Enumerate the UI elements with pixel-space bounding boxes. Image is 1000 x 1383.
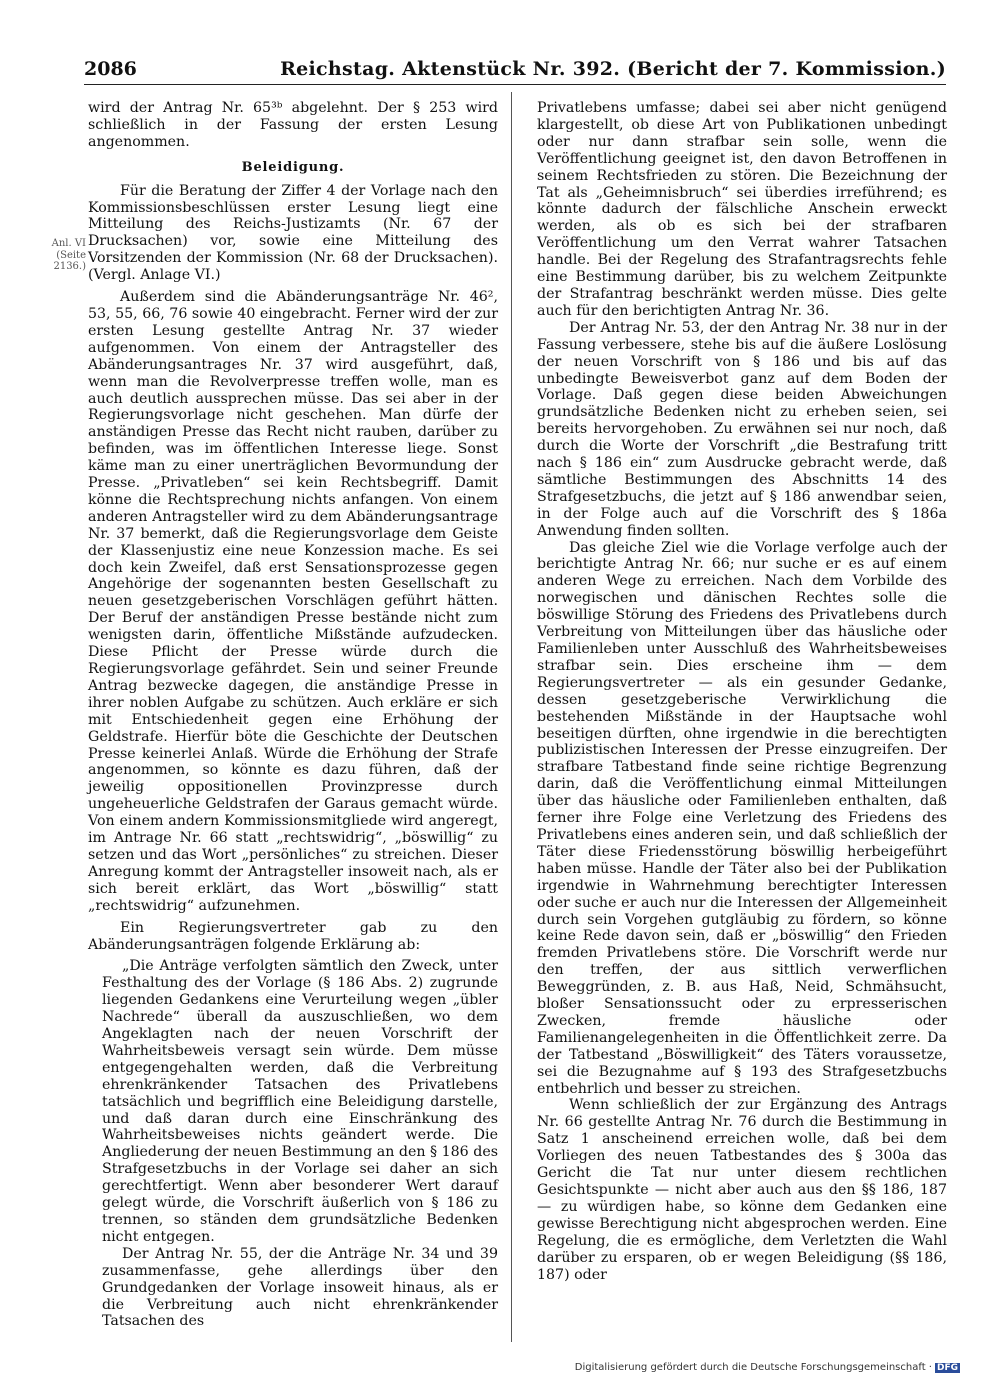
- dfg-logo: DFG: [936, 1363, 958, 1373]
- paragraph: Der Antrag Nr. 53, der den Antrag Nr. 38 nur in der Fassung verbessere, stehe bis auf die äußere Loslösung der neuen Vorschrift von § 186 und bis auf das unbedingte Beweisverbot ganz auf dem Boden der Vorlage. Daß gegen diese beiden Abweichungen grundsätzliche Bedenken nicht zu erheben seien, sei bereits hervorgehoben. Zu erwähnen sei nur noch, daß durch die Worte der Vorschrift „die Bestrafung tritt nach § 186 ein“ zum Ausdrucke gebracht werde, daß sämtliche Bestimmungen des Abschnitts 14 des Strafgesetzbuchs, die jetzt auf § 186 anwendbar seien, in der Folge auch auf die Vorschrift des § 186a Anwendung finden sollten.: [537, 319, 947, 539]
- left-column: [88, 100, 498, 1330]
- footer-credit: [575, 1362, 960, 1373]
- section-heading: Beleidigung.: [241, 159, 345, 175]
- right-column: [537, 100, 947, 1283]
- paragraph: Ein Regierungsvertreter gab zu den Abänderungsanträgen folgende Erklärung ab:: [88, 919, 498, 953]
- quoted-statement: „Die Anträge verfolgten sämtlich den Zweck, unter Festhaltung des der Vorlage (§ 186 Abs. 2) zugrunde liegenden Gedankens eine Verurteilung wegen „übler Nachrede“ überall da auszuschließen, wo dem Angeklagten nach der neuen Vorschrift der Wahrheitsbeweis versagt sein würde. Dem müsse entgegengehalten werden, daß die Verbreitung ehrenkränkender Tatsachen des Privatlebens tatsächlich und begrifflich eine Beleidigung darstelle, und daß daran durch eine Einschränkung des Wahrheitsbeweises nichts geändert werde. Die Angliederung der neuen Bestimmung an den § 186 des Strafgesetzbuchs in der Vorlage sei daher an sich gerechtfertigt. Wenn aber besonderer Wert darauf gelegt würde, die Vorschrift äußerlich von § 186 zu trennen, so ständen dem grundsätzliche Bedenken nicht entgegen.: [102, 958, 498, 1245]
- footer-text: Digitalisierung gefördert durch die Deutsche Forschungsgemeinschaft ·: [574, 1362, 932, 1373]
- paragraph: wird der Antrag Nr. 65³ᵇ abgelehnt. Der § 253 wird schließlich in der Fassung der ersten Lesung angenommen.: [88, 100, 498, 150]
- paragraph: Das gleiche Ziel wie die Vorlage verfolge auch der berichtigte Antrag Nr. 66; nur suche er es auf einem anderen Wege zu erreichen. Nach dem Vorbilde des norwegischen und dänischen Rechtes solle die böswillige Störung des Friedens des Privatlebens durch Verbreitung von Mitteilungen über das häusliche oder Familienleben unter Ausschluß des Wahrheitsbeweises strafbar sein. Dies erscheine ihm — dem Regierungsvertreter — als ein gesunder Gedanke, dessen gesetzgeberische Verwirklichung die bestehenden Mißstände in der Hauptsache wohl beseitigen dürften, ohne irgendwie in die berechtigten publizistischen Interessen der Presse einzugreifen. Der strafbare Tatbestand finde seine richtige Begrenzung darin, daß die Veröffentlichung einmal Mitteilungen über das häusliche oder Familienleben enthalten, daß ferner ihre Folge eine Verletzung des Friedens des Privatlebens eines anderen sein, und daß schließlich der Täter diese Friedensstörung böswillig herbeigeführt haben müsse. Handle der Täter also bei der Publikation irgendwie in Wahrnehmung berechtigter Interessen oder suche er auch nur die Interessen der Allgemeinheit durch sein Vorgehen gutgläubig zu fördern, so könne keine Rede davon sein, daß er „böswillig“ den Frieden fremden Privatlebens störe. Die Vorschrift werde nur den treffen, der aus sittlich verwerflichen Beweggründen, z. B. aus Haß, Neid, Schmähsucht, bloßer Sensationssucht oder zu erpresserischen Zwecken, fremde häusliche oder Familienangelegenheiten in die Öffentlichkeit zerre. Da der Tatbestand „Böswilligkeit“ des Täters voraussetze, sei die Bezugnahme auf § 193 des Strafgesetzbuchs entbehrlich und besser zu streichen.: [537, 539, 947, 1097]
- margin-note-line: 2136.): [53, 261, 86, 272]
- running-title: Reichstag. Aktenstück Nr. 392. (Bericht der 7. Kommission.): [280, 58, 946, 80]
- margin-note: [26, 238, 86, 273]
- paragraph: Privatlebens umfasse; dabei sei aber nicht genügend klargestellt, ob diese Art von Publikationen unbedingt oder nur dann strafbar sein solle, wenn die Veröffentlichung geeignet ist, den davon Betroffenen in seinem Rechtsfrieden zu stören. Die Bezeichnung der Tat als „Geheimnisbruch“ sei überdies irreführend; es könnte dadurch der fälschliche Anschein erweckt werden, als ob es sich bei der strafbaren Veröffentlichung um den Verrat wahrer Tatsachen handle. Bei der Regelung des Strafantragsrechts fehle eine Bestimmung darüber, bis zu welchem Zeitpunkte der Strafantrag beschränkt werden müsse. Dies gelte auch für den berichtigten Antrag Nr. 36.: [537, 100, 947, 319]
- page-header: [84, 58, 946, 82]
- margin-note-line: Anl. VI: [51, 238, 86, 249]
- header-rule: [84, 84, 946, 85]
- paragraph: Außerdem sind die Abänderungsanträge Nr. 46², 53, 55, 66, 76 sowie 40 eingebracht. Ferner wird der zur ersten Lesung gestellte Antrag Nr. 37 wieder aufgenommen. Von einem der Antragsteller des Abänderungsantrages Nr. 37 wird ausgeführt, daß, wenn man die Revolverpresse treffen wolle, man es auch deutlich aussprechen müsse. Das sei aber in der Regierungsvorlage nicht geschehen. Man dürfe der anständigen Presse das Recht nicht rauben, darüber zu befinden, was im öffentlichen Interesse liege. Sonst käme man zu einer unerträglichen Bevormundung der Presse. „Privatleben“ sei kein Rechtsbegriff. Damit könne die Rechtsprechung nichts anfangen. Von einem anderen Antragsteller wird zu dem Abänderungsantrage Nr. 37 bemerkt, daß die Regierungsvorlage dem Geiste der Klassenjustiz eine neue Konzession mache. Es sei doch kein Zweifel, daß erst Sensationsprozesse gegen Angehörige der sogenannten besten Gesellschaft zu neuen gesetzgeberischen Vorschlägen geführt hätten. Der Beruf der anständigen Presse bestände nicht zum wenigsten darin, öffentliche Mißstände aufzudecken. Diese Pflicht der Presse würde durch die Regierungsvorlage gefährdet. Sein und seiner Freunde Antrag bezwecke dagegen, die anständige Presse in ihrer noblen Aufgabe zu schützen. Auch erkläre er sich mit Entschiedenheit gegen eine Erhöhung der Geldstrafe. Hierfür böte die Geschichte der Deutschen Presse keinerlei Anlaß. Würde die Erhöhung der Strafe angenommen, so könnte es dazu führen, daß der jeweilig oppositionellen Provinzpresse durch ungeheuerliche Geldstrafen der Garaus gemacht würde. Von einem andern Kommissionsmitgliede wird angeregt, im Antrage Nr. 66 statt „rechtswidrig“, „böswillig“ zu setzen und das Wort „persönliches“ zu streichen. Dieser Anregung kommt der Antragsteller insoweit nach, als er sich bereit erklärt, das Wort „böswillig“ statt „rechtswidrig“ aufzunehmen.: [88, 289, 498, 914]
- page-number: 2086: [84, 58, 137, 80]
- quoted-statement: Der Antrag Nr. 55, der die Anträge Nr. 34 und 39 zusammenfasse, gehe allerdings über den Grundgedanken der Vorlage insoweit hinaus, als er die Verbreitung auch nicht ehrenkränkender Tatsachen des: [102, 1245, 498, 1330]
- paragraph: Für die Beratung der Ziffer 4 der Vorlage nach den Kommissionsbeschlüssen erster Lesung liegt eine Mitteilung des Reichs-Justizamts (Nr. 67 der Drucksachen) vor, sowie eine Mitteilung des Vorsitzenden der Kommission (Nr. 68 der Drucksachen). (Vergl. Anlage VI.): [88, 182, 498, 284]
- paragraph: Wenn schließlich der zur Ergänzung des Antrags Nr. 66 gestellte Antrag Nr. 76 durch die Bestimmung in Satz 1 anscheinend erreichen wolle, daß bei dem Vorliegen des neuen Tatbestandes des § 300a das Gericht die Tat nur unter diesem rechtlichen Gesichtspunkte — nicht aber auch aus den §§ 186, 187 — zu würdigen habe, so könne dem Gedanken eine gewisse Berechtigung nicht abgesprochen werden. Eine Regelung, die es ermögliche, dem Verletzten die Wahl darüber zu ersparen, ob er wegen Beleidigung (§§ 186, 187) oder: [537, 1097, 947, 1283]
- column-divider: [511, 92, 512, 1342]
- margin-note-line: (Seite: [56, 249, 86, 261]
